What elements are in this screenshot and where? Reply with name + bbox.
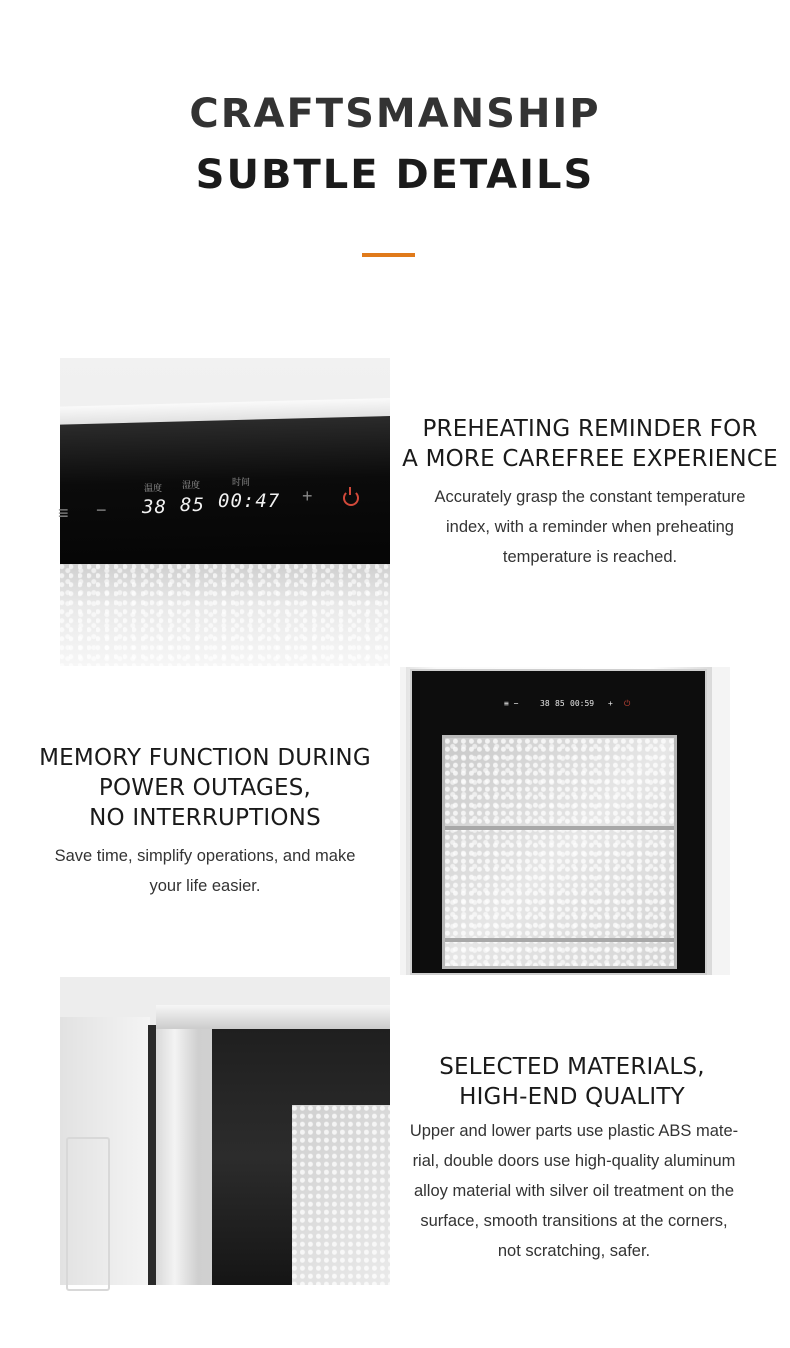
feature-1-title: PREHEATING REMINDER FOR A MORE CAREFREE EXPERIENCE — [402, 416, 778, 472]
time-value: 00:47 — [218, 490, 281, 512]
feature-2-description: Save time, simplify operations, and make your life easier. — [54, 847, 356, 895]
feature-2-title: MEMORY FUNCTION DURING POWER OUTAGES, NO INTERRUPTIONS — [39, 745, 371, 831]
feature-3-title: SELECTED MATERIALS, HIGH-END QUALITY — [439, 1054, 705, 1110]
minus-icon: − — [96, 500, 107, 520]
humidity-label: 湿度 — [182, 480, 201, 490]
time-label: 时间 — [232, 477, 251, 487]
accent-divider — [362, 253, 415, 257]
feature-1-description: Accurately grasp the constant temperature index, with a reminder when preheating temperature is reached. — [434, 488, 746, 566]
title-line-1: CRAFTSMANSHIP — [189, 91, 601, 137]
title-line-2: SUBTLE DETAILS — [195, 152, 595, 198]
power-icon — [343, 490, 359, 506]
cabinet-corner-image — [60, 977, 390, 1285]
temp-label: 温度 — [144, 483, 163, 493]
temp-value: 38 — [142, 496, 167, 518]
control-panel-image — [60, 358, 390, 666]
page-title — [0, 84, 790, 206]
plus-icon: + — [302, 486, 313, 506]
cabinet-front-image: ≡ − 38 85 00:59 + ⏻ — [400, 667, 730, 975]
humidity-value: 85 — [180, 494, 205, 516]
feature-3-description: Upper and lower parts use plastic ABS mate- rial, double doors use high-quality aluminum alloy material with silver oil treatment on the surface, smooth transitions at the corners, not scratching, safer. — [409, 1122, 739, 1260]
menu-icon: ≡ — [58, 503, 69, 523]
